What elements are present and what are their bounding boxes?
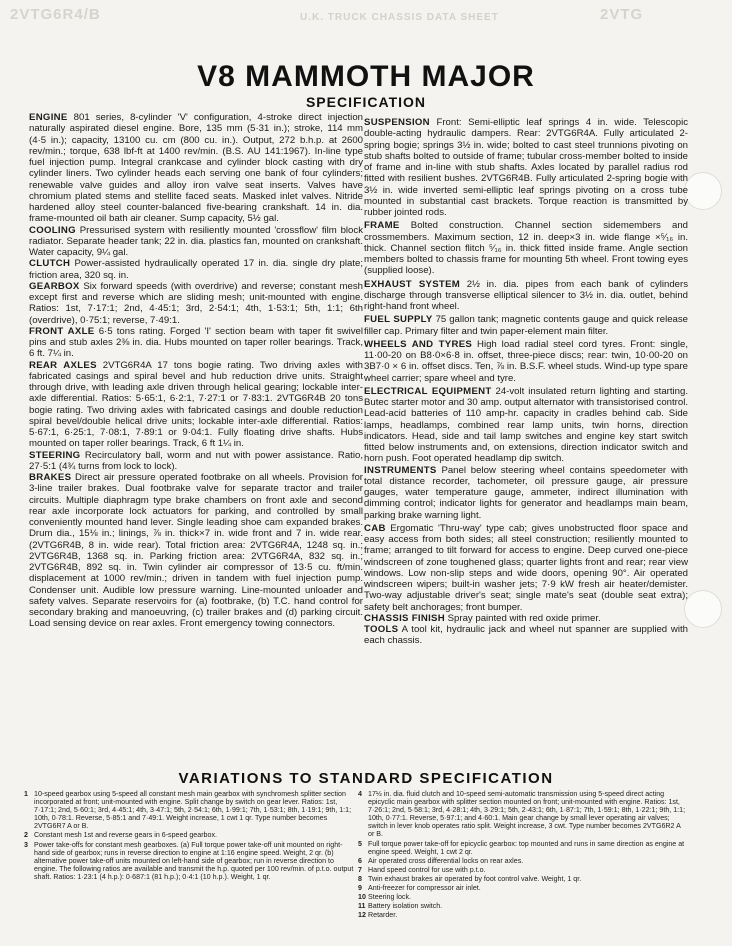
punch-hole-bottom [684,590,722,628]
variation-item: 5 Full torque power take-off for epicyclic gearbox: top mounted and runs in same direction as engine at engine speed. Weight, 1 cwt 2 qr. [358,839,685,856]
ghost-header-right: 2VTG [600,6,644,23]
spec-section-brakes: BRAKES Direct air pressure operated footbrake on all wheels. Provision for 3-line trailer brakes. Dual footbrake valve for separate tractor and trailer circuits. Multiple diaphragm type brake chambers on front axle and second rear axle incorporate lock actuators for parking, and controlled by small conveniently mounted hand lever. Single leading shoe cam expanded brakes. Drum dia., 15⅛ in.; linings, ⅞ in. thick×7 in. wide front and 7 in. wide rear. (2VTG6R4B, 8 in. wide rear). Total friction area: 2VTG6R4A, 1248 sq. in.; 2VTG6R4B, 1368 sq. in. Parking friction area: 2VTG6R4A, 832 sq. in.; 2VTG6R4B, 892 sq. in. Twin cylinder air compressor of 13·5 cu. ft/min. displacement at 1000 rev/min.; driven in tandem with fuel injection pump. Condenser unit. Audible low pressure warning. Line-mounted unloader and safety valves. Separate reservoirs for (a) footbrake, (b) T.C. hand control for secondary braking and manoeuvring, (c) trailer brakes and (d) parking circuit. Load sensing device on rear axles. Front emergency towing connectors. [29,472,363,630]
spec-section-cab: CAB Ergomatic 'Thru-way' type cab; gives unobstructed floor space and easy access from both sides; all steel construction; resiliently mounted to frame; arranged to tilt forward for access to engine. Deep curved one-piece windscreen of zone toughened glass; quarter lights front and rear; rear view windows. Low non-slip steps and wide doors, opening 90°. Air operated windscreen wipers; built-in washer jets; 7·9 kW fresh air heater/demister. Two-way adjustable driver's seat; single mate's seat (double seat extra); safety belt anchorages; front bumper. [364,522,689,613]
variation-item: 4 17½ in. dia. fluid clutch and 10-speed semi-automatic transmission using 5-speed direct acting epicyclic main gearbox with splitter section mounted on front; unit-mounted with engine. Ratios: 1st, 7·26:1; 2nd, 5·58:1; 3rd, 4·28:1; 4th, 3·29:1; 5th, 2·43:1; 6th, 1·87:1; 7th, 1·59:1; 8th, 1·22:1; 9th, 1:1; 10th, 0·77:1. Reverse, 5·97:1; and 4·60:1. Main gear change by small lever operating air valves; switch in lever knob operates ratio split. Weight increase, 3 cwt. Type number becomes 2VTG6R2 A or B. [358,790,686,839]
page-title: V8 MAMMOTH MAJOR [197,60,535,93]
variations-right-column [358,790,688,920]
spec-section-exhaust: EXHAUST SYSTEM 2½ in. dia. pipes from each bank of cylinders discharge through transverse elliptical silencer to 3½ in. dia. outlet, behind right-hand front wheel. [364,278,688,312]
variation-item: 9 Anti-freezer for compressor air inlet. [358,884,481,893]
spec-section-suspension: SUSPENSION Front: Semi-elliptic leaf springs 4 in. wide. Telescopic double-acting hydraulic dampers. Rear: 2VTG6R4A. Fully articulated 2-spring bogie; springs 3½ in. wide; bolted to cast steel trunnions pivoting on stub shafts bolted to outside of frame; tubular cross-member bolted to inside of frame and in-line with stub shafts. Axles located by parallel radius rod fitted with resilient bushes. 2VTG6R4B. Fully articulated 2-spring bogie with 3½ in. wide inverted semi-elliptic leaf springs pivoting on a cross tube mounted in substantial cast brackets. Torque reaction is transmitted by rubber jointed rods. [364,117,688,218]
variation-item: 3 Power take-offs for constant mesh gearboxes. (a) Full torque power take-off unit mounted on right-hand side of gearbox; runs in reverse direction to engine at 1:16 engine speed. Weight, 2 qr. (b) alternative power take-off units mounted on left-hand side of gearbox; run in reverse direction to engine. The following ratios are available and transmit the h.p. quoted per 100 rev/min. of p.t.o. output shaft. Ratios: 1·23:1 (4 h.p.): 0·687:1 (81 h.p.); 0·4:1 (10 h.p.). Weight, 1 qr. [24,840,354,881]
spec-section-instruments: INSTRUMENTS Panel below steering wheel contains speedometer with total distance recorder, tachometer, oil pressure gauge, air pressure gauges, water temperature gauge, ammeter, indirect illumination with dimming control; indicator lights for generator and headlamps main beam, parking brake warning light. [364,464,689,521]
spec-section-fuel-supply: FUEL SUPPLY 75 gallon tank; magnetic contents gauge and quick release filler cap. Primary filter and twin paper-element main filter. [364,314,689,337]
spec-section-steering: STEERING Recirculatory ball, worm and nut with power assistance. Ratio, 27·5:1 (4¾ turns from lock to lock). [29,449,363,472]
punch-hole-top [684,172,722,210]
spec-section-wheels-tyres: WHEELS AND TYRES High load radial steel cord tyres. Front: single, 11·00-20 on B8·0×6·8 in. offset, three-piece discs; rear: twin, 10·00-20 on 3B7·0 × 6 in. offset discs. Ten, ⅞ in. B.S.F. wheel studs. Wind-up type spare wheel carrier; spare wheel and tyre. [364,338,688,384]
spec-section-tools: TOOLS A tool kit, hydraulic jack and wheel nut spanner are supplied with each chassis. [364,624,688,647]
spec-left-column [29,112,363,630]
spec-right-column [364,117,688,647]
spec-section-chassis-finish: CHASSIS FINISH Spray painted with red oxide primer. [364,612,601,624]
variation-item: 10 Steering lock. [358,893,411,902]
variation-item: 6 Air operated cross differential locks on rear axles. [358,856,524,865]
variation-item: 12 Retarder. [358,911,398,920]
spec-section-engine: ENGINE 801 series, 8-cylinder 'V' configuration, 4-stroke direct injection naturally aspirated diesel engine. Bore, 135 mm (5·31 in.); stroke, 114 mm (4·5 in.); capacity, 13100 cu. cm (800 cu. in.). Output, 272 b.h.p. at 2600 rev/min.; torque, 638 lbf-ft at 1400 rev/min. (B.S. AU 141:1967). In-line type fuel injection pump. Integral crankcase and cylinder block casting with dry cylinder liners. Two cylinder heads each serving one bank of four cylinders; renewable valve guides and alloy iron valve seat inserts. Valves have chromium plated stems and stellite faced seats. Masked inlet valves. Nitride hardened alloy steel counter-balanced five-bearing crankshaft. 14 in. dia. frame-mounted oil bath air cleaner. Sump capacity, 5½ gal. [29,112,363,225]
spec-section-clutch: CLUTCH Power-assisted hydraulically operated 17 in. dia. single dry plate; friction area, 320 sq. in. [29,258,363,281]
variation-item: 1 10-speed gearbox using 5-speed all constant mesh main gearbox with synchromesh splitter section incorporated at front; unit-mounted with engine. Split change by switch on gear lever. Ratios: 1st, 7·17:1; 2nd, 5·60:1; 3rd, 4·45:1; 4th, 3·47:1; 5th, 2·54:1; 6th, 1·99:1; 7th, 1·53:1; 8th, 1·19:1; 9th, 1:1; 10th, 0·78:1. Reverse, 5·85:1 and 7·49:1. Weight increase, 1 cwt 1 qr. Type number becomes 2VTG6R7 A or B. [24,790,352,831]
variation-item: 2 Constant mesh 1st and reverse gears in 6-speed gearbox. [24,831,217,840]
ghost-header-left: 2VTG6R4/B [10,6,101,23]
spec-section-electrical: ELECTRICAL EQUIPMENT 24-volt insulated return lighting and starting. Butec starter motor and 30 amp. output alternator with transistorised control. Lead-acid batteries of 110 amp-hr. capacity in cradles behind cab. Side lamps, headlamps, combined rear lamp units, twin horns, direction indicators. Head, side and tail lamp switches and engine key start switch fitted below instruments and, on extensions, direction indicator switch and horn push. Foot operated headlamp dip switch. [364,385,688,465]
spec-section-gearbox: GEARBOX Six forward speeds (with overdrive) and reverse; constant mesh except first and reverse which are sliding mesh; unit-mounted with engine. Ratios: 1st, 7·17:1; 2nd, 4·45:1; 3rd, 2·54:1; 4th, 1·53:1; 5th, 1:1; 6th (overdrive), 0·75:1; reverse, 7·49:1. [29,280,363,326]
variations-title: VARIATIONS TO STANDARD SPECIFICATION [178,770,554,787]
variation-item: 11 Battery isolation switch. [358,902,443,911]
spec-section-front-axle: FRONT AXLE 6·5 tons rating. Forged 'I' section beam with taper fit swivel pins and stub axles 2⅜ in. dia. Hubs mounted on taper roller bearings. Track, 6 ft. 7¼ in. [29,325,364,360]
spec-section-rear-axles: REAR AXLES 2VTG6R4A 17 tons bogie rating. Two driving axles with fabricated casings and spiral bevel and hub reduction drive units. Straight through drive, with leading axle driven through helical gearing; lockable inter-axle differential. Ratios: 5·65:1, 6·2:1, 7·27:1 or 7·83:1. 2VTG6R4B 20 tons bogie rating. Two driving axles with fabricated casings and double reduction spiral bevel/double helical drive units; lockable inter-axle differential. Ratios: 5·67:1, 6·25:1, 7·08:1, 7·89:1 or 9·04:1. Fully floating drive shafts. Hubs mounted on taper roller bearings. Track, 6 ft 1¼ in. [29,359,364,450]
spec-section-cooling: COOLING Pressurised system with resiliently mounted 'crossflow' film block radiator. Separate header tank; 22 in. dia. plastics fan, mounted on crankshaft. Water capacity, 9¼ gal. [29,224,363,258]
page-subtitle: SPECIFICATION [305,94,427,110]
ghost-header-mid: U.K. TRUCK CHASSIS DATA SHEET [300,12,499,23]
variations-left-column [24,790,354,882]
variation-item: 7 Hand speed control for use with p.t.o. [358,865,486,874]
spec-section-frame: FRAME Bolted construction. Channel section sidemembers and crossmembers. Maximum section, 12 in. deep×3 in. wide flange ×⁵⁄₁₆ in. thick. Channel section flitch ⁵⁄₁₆ in. thick fitted inside frame. Angle section members bolted to chassis frame for mounting 5th wheel. Front towing eyes (supplied loose). [364,220,688,277]
variation-item: 8 Twin exhaust brakes air operated by foot control valve. Weight, 1 qr. [358,874,582,883]
